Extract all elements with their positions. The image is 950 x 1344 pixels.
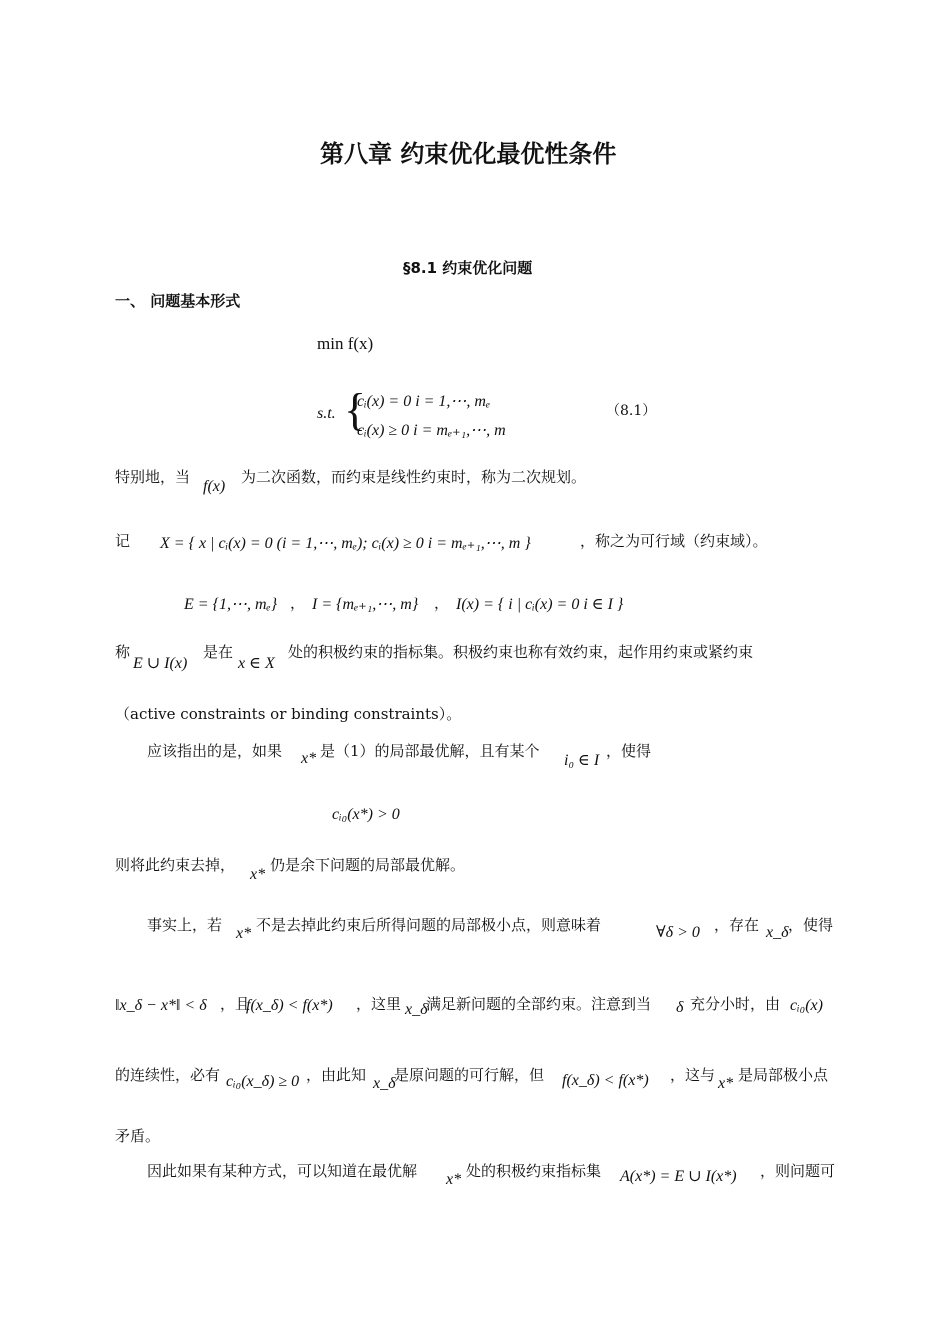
last-text-1: 因此如果有某种方式，可以知道在最优解 bbox=[147, 1162, 418, 1180]
set-Ix: I(x) = { i | cᵢ(x) = 0 i ∈ I } bbox=[456, 596, 624, 613]
set-E: E = {1,⋯, mₑ} bbox=[184, 596, 278, 613]
active-text-line2: （active constraints or binding constraints）。 bbox=[115, 705, 462, 723]
cont-text-4: ，这与 bbox=[670, 1066, 716, 1084]
fact-text-1: 事实上，若 bbox=[147, 916, 223, 934]
objective-formula: min f(x) bbox=[317, 334, 374, 353]
point-text-2: 是（1）的局部最优解，且有某个 bbox=[320, 742, 540, 760]
set-sep-2: ， bbox=[434, 594, 450, 612]
norm-math-3: x_δ bbox=[405, 1001, 428, 1018]
set-sep-1: ， bbox=[290, 594, 306, 612]
chapter-title: 第八章 约束优化最优性条件 bbox=[320, 140, 617, 168]
norm-math-2: f(x_δ) < f(x*) bbox=[246, 997, 333, 1014]
special-math-f: f(x) bbox=[203, 478, 226, 495]
cont-text-3: 是原问题的可行解，但 bbox=[394, 1066, 545, 1084]
active-math-1: E ∪ I(x) bbox=[133, 655, 188, 672]
point-text-1: 应该指出的是，如果 bbox=[147, 742, 283, 760]
fact-math-1: x* bbox=[236, 925, 252, 942]
active-text-2: 是在 bbox=[203, 643, 234, 661]
cont-math-2: x_δ bbox=[373, 1075, 396, 1092]
last-math-1: x* bbox=[446, 1171, 462, 1188]
feasible-suffix: ，称之为可行域（约束域）。 bbox=[580, 532, 768, 550]
active-text-3: 处的积极约束的指标集。积极约束也称有效约束，起作用约束或紧约束 bbox=[288, 643, 754, 661]
fact-text-4: ，使得 bbox=[788, 916, 834, 934]
norm-text-1: ，且 bbox=[220, 995, 251, 1013]
active-math-2: x ∈ X bbox=[238, 655, 275, 672]
norm-math-5: cᵢ₀(x) bbox=[790, 997, 823, 1014]
cont-text-line2: 矛盾。 bbox=[115, 1127, 161, 1145]
inequality-constraint: cᵢ(x) ≥ 0 i = mₑ₊₁,⋯, m bbox=[357, 422, 506, 439]
fact-text-3: ，存在 bbox=[714, 916, 760, 934]
point-text-3: ，使得 bbox=[606, 742, 652, 760]
norm-text-3: 满足新问题的全部约束。注意到当 bbox=[426, 995, 652, 1013]
cont-text-1: 的连续性，必有 bbox=[115, 1066, 221, 1084]
set-I: I = {mₑ₊₁,⋯, m} bbox=[312, 596, 419, 613]
point-math-1: x* bbox=[301, 750, 317, 767]
st-label: s.t. bbox=[317, 405, 336, 422]
equality-constraint: cᵢ(x) = 0 i = 1,⋯, mₑ bbox=[357, 393, 491, 410]
special-text-2: 为二次函数，而约束是线性约束时，称为二次规划。 bbox=[241, 468, 587, 486]
active-text-1: 称 bbox=[115, 643, 131, 661]
equation-number: （8.1） bbox=[606, 403, 657, 419]
subsection-heading: 一、 问题基本形式 bbox=[115, 292, 241, 310]
section-heading: §8.1 约束优化问题 bbox=[403, 259, 533, 277]
cont-text-2: ，由此知 bbox=[306, 1066, 367, 1084]
fact-math-2: ∀δ > 0 bbox=[656, 924, 700, 941]
cont-math-3: f(x_δ) < f(x*) bbox=[562, 1072, 649, 1089]
cont-math-4: x* bbox=[718, 1075, 734, 1092]
special-text-1: 特别地，当 bbox=[115, 468, 191, 486]
point-math-2: i₀ ∈ I bbox=[564, 752, 600, 769]
constraint-brace: { bbox=[344, 384, 367, 435]
cont-math-1: cᵢ₀(x_δ) ≥ 0 bbox=[226, 1073, 300, 1090]
norm-math-1: ‖x_δ − x*‖ < δ bbox=[115, 997, 207, 1014]
remove-text-2: 仍是余下问题的局部最优解。 bbox=[270, 856, 466, 874]
feasible-prefix: 记 bbox=[115, 532, 131, 550]
formula-c-positive: cᵢ₀(x*) > 0 bbox=[332, 806, 400, 823]
norm-text-4: 充分小时，由 bbox=[690, 995, 781, 1013]
last-text-2: 处的积极约束指标集 bbox=[466, 1162, 602, 1180]
remove-math-1: x* bbox=[250, 866, 266, 883]
last-math-2: A(x*) = E ∪ I(x*) bbox=[620, 1168, 737, 1185]
fact-math-3: x_δ bbox=[766, 924, 789, 941]
norm-text-2: ，这里 bbox=[356, 995, 402, 1013]
cont-text-5: 是局部极小点 bbox=[738, 1066, 829, 1084]
last-text-3: ，则问题可 bbox=[760, 1162, 836, 1180]
feasible-set-formula: X = { x | cᵢ(x) = 0 (i = 1,⋯, mₑ); cᵢ(x) ≥ 0 i = mₑ₊₁,⋯, m } bbox=[160, 535, 531, 552]
remove-text-1: 则将此约束去掉， bbox=[115, 856, 236, 874]
norm-math-4: δ bbox=[676, 999, 684, 1016]
fact-text-2: 不是去掉此约束后所得问题的局部极小点，则意味着 bbox=[256, 916, 602, 934]
